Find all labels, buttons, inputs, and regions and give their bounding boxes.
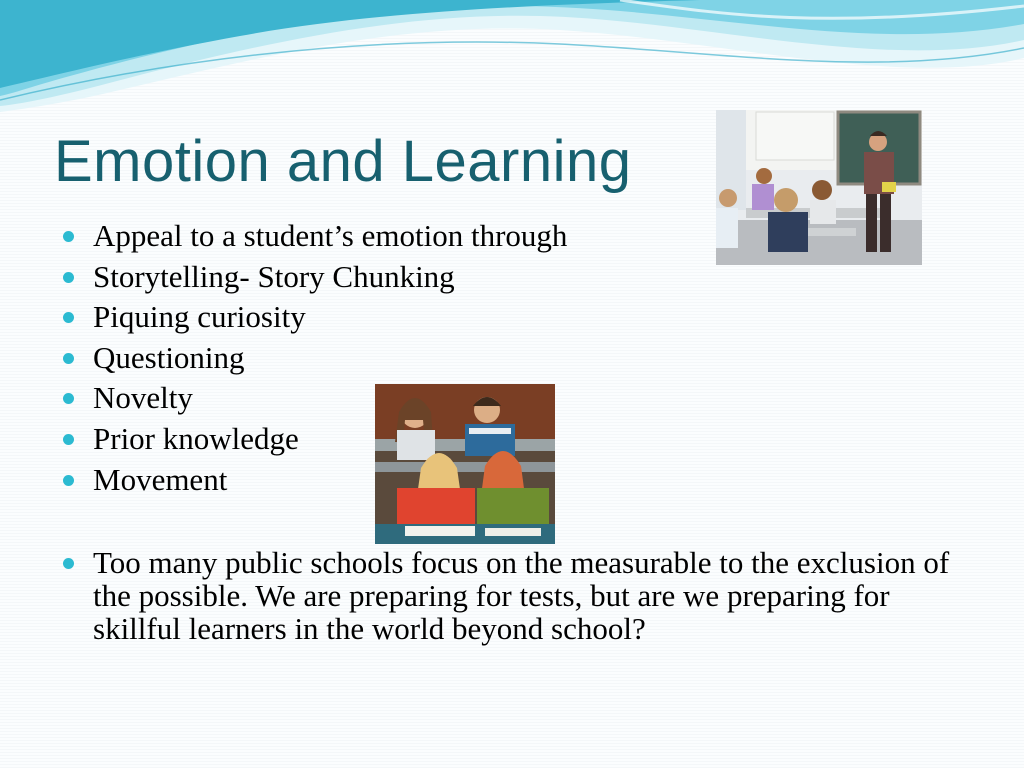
list-item — [60, 546, 960, 645]
bullet-icon — [63, 231, 74, 242]
bullet-icon — [63, 312, 74, 323]
paragraph-list — [60, 546, 960, 645]
classroom-teacher-photo — [716, 110, 922, 265]
bullet-text: Novelty — [93, 380, 193, 416]
list-item — [60, 257, 567, 298]
list-item — [60, 297, 567, 338]
bullet-icon — [63, 393, 74, 404]
paragraph-text: Too many public schools focus on the measurable to the exclusion of the possible. We are preparing for tests, but are we preparing for skillful learners in the world beyond school? — [93, 545, 950, 646]
bullet-text: Prior knowledge — [93, 420, 299, 456]
bullet-text: Appeal to a student’s emotion through — [93, 218, 568, 253]
bullet-icon — [63, 353, 74, 364]
bullet-text: Questioning — [93, 339, 245, 375]
slide-title: Emotion and Learning — [54, 129, 632, 194]
bullet-icon — [63, 558, 74, 569]
bullet-icon — [63, 272, 74, 283]
bullet-icon — [63, 434, 74, 445]
bullet-text: Piquing curiosity — [93, 299, 306, 335]
list-item — [60, 216, 567, 257]
bullet-text: Storytelling- Story Chunking — [93, 258, 455, 294]
bored-students-photo — [375, 384, 555, 544]
list-item — [60, 338, 567, 379]
bullet-icon — [63, 475, 74, 486]
decorative-waves — [0, 0, 1024, 120]
bullet-text: Movement — [93, 461, 228, 497]
